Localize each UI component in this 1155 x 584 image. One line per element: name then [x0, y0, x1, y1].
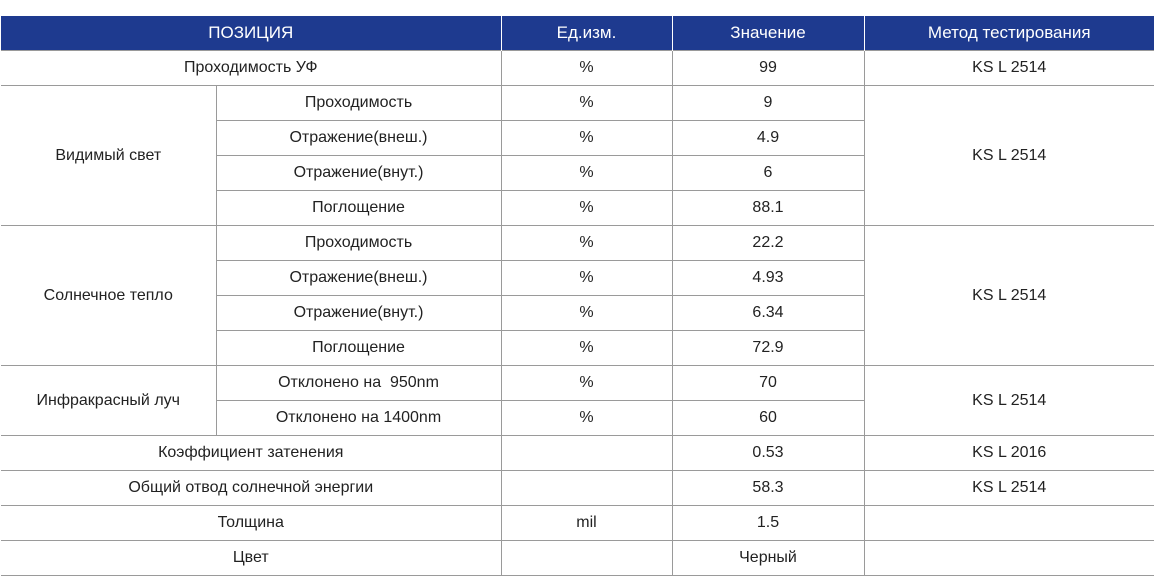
sub-label: Проходимость	[216, 226, 501, 261]
unit-cell: %	[501, 121, 672, 156]
method-cell: KS L 2514	[864, 51, 1154, 86]
sub-label: Отражение(внеш.)	[216, 261, 501, 296]
value-cell: 22.2	[672, 226, 864, 261]
table-header-row	[1, 16, 1154, 51]
group-label: Инфракрасный луч	[1, 366, 216, 436]
group-label: Солнечное тепло	[1, 226, 216, 366]
value-cell: Черный	[672, 541, 864, 576]
unit-cell: %	[501, 261, 672, 296]
sub-label: Поглощение	[216, 331, 501, 366]
value-cell: 72.9	[672, 331, 864, 366]
unit-cell: %	[501, 191, 672, 226]
value-cell: 9	[672, 86, 864, 121]
row-label: Общий отвод солнечной энергии	[1, 471, 501, 506]
sub-label: Отражение(внеш.)	[216, 121, 501, 156]
unit-cell	[501, 471, 672, 506]
header-method: Метод тестирования	[864, 16, 1154, 51]
unit-cell: %	[501, 156, 672, 191]
unit-cell: %	[501, 401, 672, 436]
unit-cell: %	[501, 296, 672, 331]
sub-label: Проходимость	[216, 86, 501, 121]
sub-label: Отражение(внут.)	[216, 156, 501, 191]
value-cell: 0.53	[672, 436, 864, 471]
header-position: ПОЗИЦИЯ	[1, 16, 501, 51]
table-row	[1, 86, 1154, 121]
unit-cell: %	[501, 366, 672, 401]
unit-cell: %	[501, 86, 672, 121]
unit-cell: %	[501, 331, 672, 366]
value-cell: 6	[672, 156, 864, 191]
sub-label: Отражение(внут.)	[216, 296, 501, 331]
method-cell	[864, 506, 1154, 541]
table-row	[1, 541, 1154, 576]
method-cell	[864, 541, 1154, 576]
table-row	[1, 506, 1154, 541]
table-row	[1, 471, 1154, 506]
value-cell: 6.34	[672, 296, 864, 331]
method-cell: KS L 2514	[864, 226, 1154, 366]
value-cell: 58.3	[672, 471, 864, 506]
value-cell: 1.5	[672, 506, 864, 541]
header-unit: Ед.изм.	[501, 16, 672, 51]
row-label: Коэффициент затенения	[1, 436, 501, 471]
value-cell: 4.9	[672, 121, 864, 156]
method-cell: KS L 2514	[864, 471, 1154, 506]
value-cell: 70	[672, 366, 864, 401]
unit-cell: %	[501, 226, 672, 261]
method-cell: KS L 2016	[864, 436, 1154, 471]
table-row	[1, 51, 1154, 86]
value-cell: 99	[672, 51, 864, 86]
row-label: Проходимость УФ	[1, 51, 501, 86]
unit-cell	[501, 541, 672, 576]
unit-cell: %	[501, 51, 672, 86]
sub-label: Отклонено на 950nm	[216, 366, 501, 401]
table-row	[1, 366, 1154, 401]
group-label: Видимый свет	[1, 86, 216, 226]
specification-table	[1, 16, 1154, 576]
table-row	[1, 436, 1154, 471]
method-cell: KS L 2514	[864, 366, 1154, 436]
row-label: Цвет	[1, 541, 501, 576]
value-cell: 60	[672, 401, 864, 436]
value-cell: 4.93	[672, 261, 864, 296]
sub-label: Отклонено на 1400nm	[216, 401, 501, 436]
value-cell: 88.1	[672, 191, 864, 226]
unit-cell: mil	[501, 506, 672, 541]
table-row	[1, 226, 1154, 261]
method-cell: KS L 2514	[864, 86, 1154, 226]
row-label: Толщина	[1, 506, 501, 541]
header-value: Значение	[672, 16, 864, 51]
sub-label: Поглощение	[216, 191, 501, 226]
unit-cell	[501, 436, 672, 471]
